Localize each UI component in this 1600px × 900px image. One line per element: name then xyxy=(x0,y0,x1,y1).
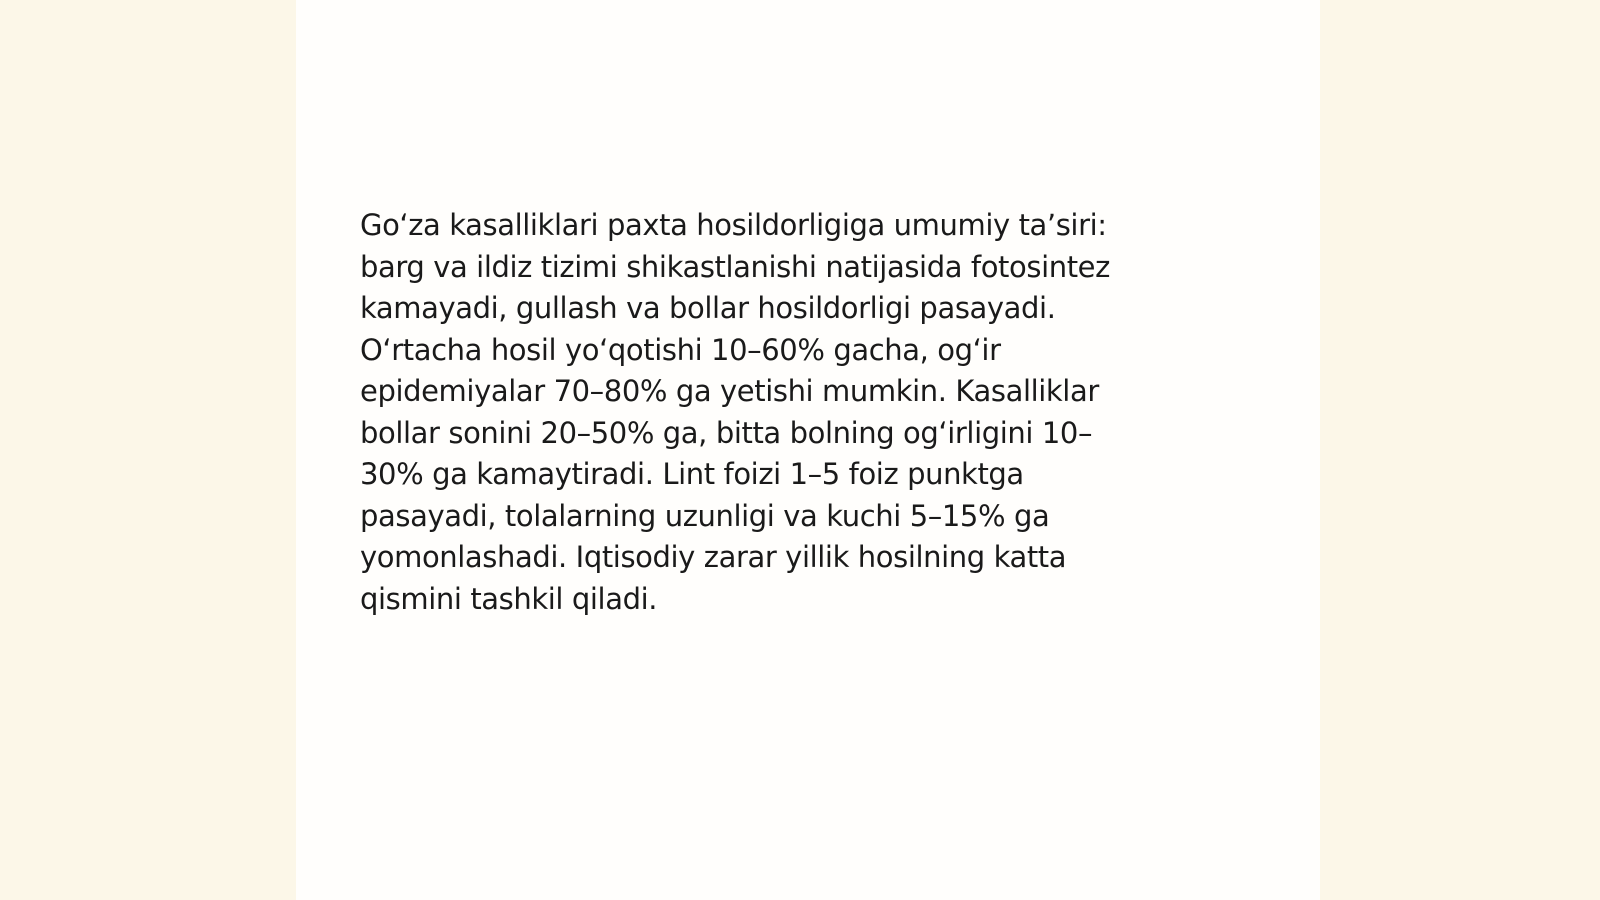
text-line: Go‘za kasalliklari paxta hosildorligiga umumiy ta’siri: xyxy=(360,208,1107,242)
text-line: pasayadi, tolalarning uzunligi va kuchi 5–15% ga xyxy=(360,498,1050,533)
text-line: bollar sonini 20–50% ga, bitta bolning og‘irligini 10– xyxy=(360,415,1093,450)
page xyxy=(296,0,1320,900)
text-line: barg va ildiz tizimi shikastlanishi natijasida fotosintez xyxy=(360,249,1110,284)
text-line: qismini tashkil qiladi. xyxy=(360,581,658,616)
text-line: yomonlashadi. Iqtisodiy zarar yillik hosilning katta xyxy=(360,540,1067,574)
text-line: kamayadi, gullash va bollar hosildorligi pasayadi. xyxy=(360,291,1056,325)
text-line: epidemiyalar 70–80% ga yetishi mumkin. Kasalliklar xyxy=(360,374,1099,408)
text-line: O‘rtacha hosil yo‘qotishi 10–60% gacha, og‘ir xyxy=(360,332,1001,367)
text-line: 30% ga kamaytiradi. Lint foizi 1–5 foiz punktga xyxy=(360,457,1024,491)
body-paragraph xyxy=(360,205,1240,620)
